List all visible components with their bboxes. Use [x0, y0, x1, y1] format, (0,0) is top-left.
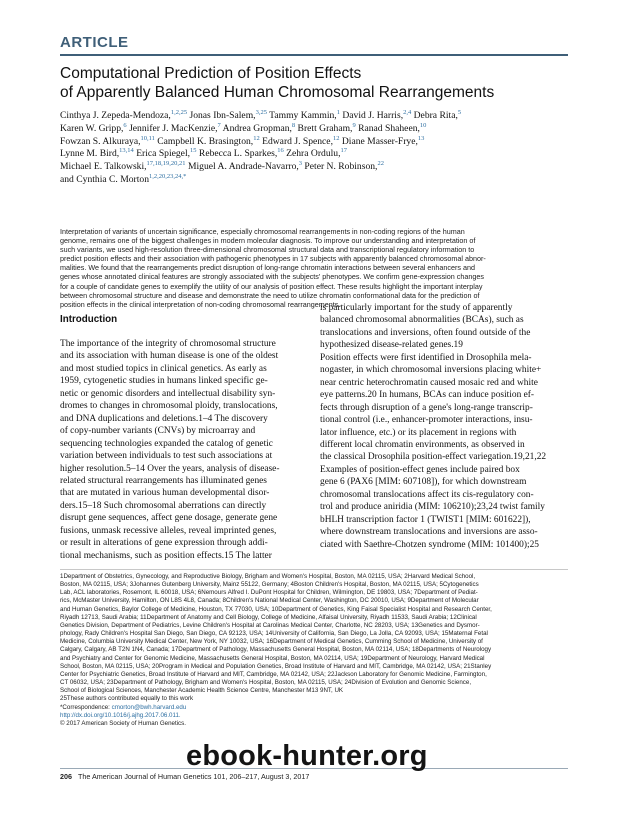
affiliation-line: Lab, ACL laboratories, Rosemont, IL 60018, USA; 6Nemours Alfred I. DuPont Hospital for Children, Wilmington, DE 19803, USA; 7Department of Pediat- [60, 589, 478, 597]
body-text-line: Position effects were first identified in Drosophila mela- [320, 352, 532, 363]
body-text-line: or result in alterations of gene expression through addi- [60, 538, 268, 549]
author-name: Jonas Ibn-Salem, [187, 110, 256, 121]
abstract-line: position effects in the clinical interpretation of non-coding chromosomal rearrangements. [60, 299, 341, 309]
body-text-line: dromes to changes in chromosomal ploidy, translocations, [60, 401, 278, 412]
body-text-line: sequencing technologies expanded the catalog of genetic [60, 438, 273, 449]
affiliation-superscript[interactable]: 17,18,19,20,21 [146, 160, 186, 167]
affiliation-line: rics, McMaster University, Hamilton, ON L8S 4L8, Canada; 8Children's National Medical Center, Washington, DC 20010, USA; 9Department of Molecular [60, 597, 479, 605]
affiliation-line: Boston, MA 02115, USA; 3Johannes Gutenberg University, Mainz 55122, Germany; 4Boston Children's Hospital, Boston, MA 02115, USA; 5Cytogenetics [60, 581, 479, 589]
affiliation-superscript[interactable]: 13 [417, 134, 425, 142]
affiliation-line: Center for Psychiatric Genetics, Broad Institute of Harvard and MIT, Cambridge, MA 02142, USA; 22Jackson Laboratory for Genomic Medicine, Farmington, [60, 670, 487, 678]
affiliation-line: Calgary, Calgary, AB T2N 1N4, Canada; 17Department of Pathology, Massachusetts General Hospital, Boston, MA 02114, USA; 18Departments of Neurology [60, 646, 492, 654]
affiliation-line: Genetics Division, Department of Pediatrics, Levine Children's Hospital at Carolinas Medical Center, Charlotte, NC 28203, USA; 13Genetics and Dysmor- [60, 621, 480, 629]
author-line [60, 110, 570, 123]
body-text-line: Examples of position-effect genes include paired box [320, 464, 520, 475]
body-text-line: netic or genomic disorders and intellectual disability syn- [60, 388, 276, 399]
author-name: Lynne M. Bird, [60, 148, 120, 160]
affiliation-superscript[interactable]: 13,14 [119, 147, 134, 155]
correspondence-line [60, 704, 570, 712]
author-name: Michael E. Talkowski, [60, 161, 147, 173]
abstract-line: for a couple of candidate genes to exemplify the utility of our analysis of position effect. These results highlight the important interplay [60, 281, 483, 291]
author-name: Diane Masser-Frye, [339, 135, 418, 147]
affiliation-superscript[interactable]: 12 [253, 134, 260, 142]
affiliation-superscript[interactable]: 6 [123, 121, 127, 129]
author-name: Zehra Ordulu, [283, 148, 341, 160]
author-name: Tammy Kammin, [266, 110, 337, 121]
body-text-line: the classical Drosophila position-effect variegation.19,21,22 [320, 452, 547, 463]
affiliation-superscript[interactable]: 1,2,20,23,24,* [149, 172, 187, 180]
copyright-line: © 2017 American Society of Human Genetics. [60, 719, 186, 727]
article-title [60, 64, 560, 102]
body-text-line: different local chromatin environments, as observed in [320, 439, 525, 450]
affiliation-line: and Human Genetics, Baylor College of Medicine, Houston, TX 77030, USA; 10Department of Genetics, King Faisal Specialist Hospital and Research Center, [60, 605, 492, 613]
affiliation-superscript[interactable]: 3 [298, 160, 303, 167]
affiliation-line: and Psychiatry and Center for Genomic Medicine, Massachusetts General Hospital, Boston, MA 02114, USA; 19Department of Neurology, Harvard Medical [60, 654, 485, 662]
author-name: Peter N. Robinson, [302, 161, 378, 173]
affiliation-superscript[interactable]: 12 [332, 134, 340, 142]
body-text-line: The importance of the integrity of chromosomal structure [60, 339, 276, 349]
abstract-line: genome, remains one of the biggest challenges in modern molecular diagnosis. To improve our understanding and interpretation of [60, 236, 476, 246]
author-name: Campbell K. Brasington, [154, 135, 254, 147]
body-column-left [60, 338, 310, 562]
author-line [60, 161, 570, 174]
body-text-line: disrupt gene sequences, affect gene dosage, generate gene [60, 513, 278, 524]
affiliation-superscript[interactable]: 22 [377, 160, 384, 167]
affiliation-superscript[interactable]: 1,2,25 [170, 108, 188, 116]
doi-link[interactable]: http://dx.doi.org/10.1016/j.ajhg.2017.06.011. [60, 711, 181, 719]
affiliation-superscript[interactable]: 7 [217, 121, 221, 129]
body-text-line: and DNA duplications and deletions.1–4 The discovery [60, 413, 268, 424]
intro-heading: Introduction [60, 314, 118, 325]
body-text-line: related structural rearrangements has illuminated genes [60, 475, 267, 486]
affiliation-line: Medicine, Columbia University Medical Center, New York, NY 10032, USA; 16Department of Medical Genetics, Cumming School of Medicine, University of [60, 638, 483, 646]
affiliation-superscript[interactable]: 10,11 [140, 134, 155, 142]
abstract-line: predict position effects and their association with pathogenic phenotypes in 17 subjects with apparently balanced chromosomal abnor- [60, 254, 486, 264]
affiliation-line: School of Biological Sciences, Manchester Academic Health Science Centre, Manchester M13 9NT, UK [60, 687, 344, 695]
abstract-line: malities. We found that the rearrangements predict disruption of long-range chromatin interactions between several enhancers and [60, 263, 475, 273]
page-footer [60, 772, 309, 781]
author-line [60, 136, 570, 149]
affiliation-line: phology, Rady Children's Hospital San Diego, San Diego, CA 92123, USA; 14University of California, San Diego, La Jolla, CA 92093, USA; 15Maternal Fetal [60, 630, 488, 638]
correspondence-email-link[interactable]: cmorton@bwh.harvard.edu [111, 703, 187, 711]
body-text-line: trol and produce aniridia (MIM: 106210);23,24 twist family [320, 502, 545, 513]
body-text-line: higher resolution.5–14 Over the years, analysis of disease- [60, 463, 280, 474]
affiliation-superscript[interactable]: 8 [291, 121, 296, 129]
affiliation-line: Riyadh 12713, Saudi Arabia; 11Department of Anatomy and Cell Biology, College of Medicine, Alfaisal University, Riyadh 11533, Saudi Arabia; 12Clinical [60, 613, 477, 621]
body-column-right [320, 302, 570, 551]
footnote-rule [60, 569, 568, 570]
author-name: Cinthya J. Zepeda-Mendoza, [60, 110, 171, 121]
body-text-line: bHLH transcription factor 1 (TWIST1 [MIM: 601622]), [320, 514, 531, 525]
affiliation-superscript[interactable]: 5 [457, 108, 462, 116]
body-text-line: 1959, cytogenetic studies in humans linked specific ge- [60, 376, 268, 387]
body-text-line: ders.15–18 Such chromosomal aberrations can directly [60, 500, 267, 511]
author-name: Rebecca L. Sparkes, [196, 148, 278, 160]
title-line: Computational Prediction of Position Effects [60, 65, 362, 82]
author-name: Ranad Shaheen, [355, 122, 420, 134]
body-text-line: near centric heterochromatin caused mosaic red and white [320, 377, 538, 388]
abstract-line: Interpretation of variants of uncertain significance, especially chromosomal rearrangements in non-coding regions of the human [60, 227, 465, 236]
abstract [60, 227, 570, 309]
author-name: Fowzan S. Alkuraya, [60, 135, 141, 147]
affiliation-superscript[interactable]: 15 [190, 147, 197, 155]
body-text-line: translocations and inversions, often found outside of the [320, 327, 531, 338]
body-text-line: that are mutated in various human developmental disor- [60, 488, 270, 499]
affiliations-footnotes [60, 573, 570, 728]
body-text-line: chromosomal translocations affect its cis-regulatory con- [320, 489, 534, 500]
body-text-line: variation between individuals to test such associations at [60, 451, 273, 462]
author-name: Miguel A. Andrade-Navarro, [185, 161, 299, 173]
body-text-line: fects through disruption of a gene's long-range transcrip- [320, 402, 533, 413]
affiliation-superscript[interactable]: 17 [340, 147, 347, 155]
body-text-line: gene 6 (PAX6 [MIM: 607108]), for which downstream [320, 477, 527, 488]
title-line: of Apparently Balanced Human Chromosomal Rearrangements [60, 84, 495, 101]
author-name: Brett Graham, [295, 122, 353, 134]
watermark-text: ebook-hunter.org [186, 740, 428, 772]
affiliation-superscript[interactable]: 10 [419, 121, 427, 129]
body-text-line: fusions, unmask recessive alleles, reveal imprinted genes, [60, 525, 277, 536]
section-label: ARTICLE [60, 34, 129, 51]
author-name: Jennifer J. MacKenzie, [126, 122, 218, 134]
affiliation-line: 25These authors contributed equally to this work [60, 695, 194, 703]
body-text-line: balanced chromosomal abnormalities (BCAs), such as [320, 315, 524, 326]
affiliation-line: School, Boston, MA 02115, USA; 20Program in Medical and Population Genetics, Broad Institute of Harvard and MIT, Cambridge, MA 02142, USA; 21Stanley [60, 662, 492, 670]
body-text-line: hypothesized disease-related genes.19 [320, 340, 463, 351]
abstract-line: genes whose annotated clinical features are strongly associated with the subjects' phenotypes. We confirm gene-expression changes [60, 272, 484, 282]
body-text-line: tional mechanisms, such as position effects.15 The latter [60, 550, 272, 561]
author-line [60, 174, 570, 187]
author-name: Erica Spiegel, [133, 148, 191, 160]
body-text-line: nogaster, in which chromosomal inversions placing white+ [320, 365, 542, 376]
author-line [60, 148, 570, 161]
body-text-line: and most studied topics in clinical genetics. As early as [60, 363, 267, 374]
author-name: and Cynthia C. Morton [60, 173, 150, 185]
body-text-line: and its association with human disease is one of the oldest [60, 351, 279, 362]
body-text-line: where downstream translocations and inversions are asso- [320, 527, 538, 538]
author-name: David J. Harris, [339, 110, 404, 121]
affiliation-superscript[interactable]: 2,4 [403, 108, 412, 116]
author-list [60, 110, 570, 187]
affiliation-superscript[interactable]: 16 [277, 147, 284, 155]
body-text-line: ciated with Saethre-Chotzen syndrome (MIM: 101400);25 [320, 539, 539, 550]
body-text-line: is particularly important for the study of apparently [320, 303, 513, 313]
abstract-line: between chromosomal structure and disease and demonstrate the need to utilize chromatin conformational data for the prediction of [60, 290, 480, 300]
journal-citation: The American Journal of Human Genetics 101, 206–217, August 3, 2017 [78, 772, 310, 781]
body-text-line: tional control (i.e., enhancer-promoter interactions, insu- [320, 415, 533, 426]
page-number: 206 [60, 772, 72, 781]
author-name: Edward J. Spence, [259, 135, 333, 147]
body-text-line: lator influence, etc.) or its placement in regions with [320, 427, 517, 438]
affiliation-line: 1Department of Obstetrics, Gynecology, and Reproductive Biology, Brigham and Women's Hospital, Boston, MA 02115, USA; 2Harvard Medical School, [60, 573, 476, 580]
header-rule [60, 54, 568, 56]
affiliation-line: CT 06032, USA; 23Department of Pathology, Brigham and Women's Hospital, Boston, MA 02115, USA; 24Division of Evolution and Genomic Science, [60, 679, 472, 687]
author-name: Debra Rita, [411, 110, 458, 121]
body-text-line: eye patterns.20 In humans, BCAs can induce position ef- [320, 390, 535, 401]
affiliation-superscript[interactable]: 3,25 [255, 108, 267, 116]
affiliation-lines [60, 573, 570, 704]
abstract-line: such variants, we used high-resolution three-dimensional chromosomal structural data and transcriptional regulatory information to [60, 245, 475, 255]
affiliation-superscript[interactable]: 9 [352, 121, 356, 129]
correspondence-label: *Correspondence: [60, 703, 112, 711]
body-text-line: of copy-number variants (CNVs) by microarray and [60, 426, 256, 437]
author-name: Andrea Gropman, [220, 122, 292, 134]
author-name: Karen W. Gripp, [60, 122, 124, 134]
affiliation-superscript[interactable]: 1 [336, 108, 340, 116]
author-line [60, 123, 570, 136]
